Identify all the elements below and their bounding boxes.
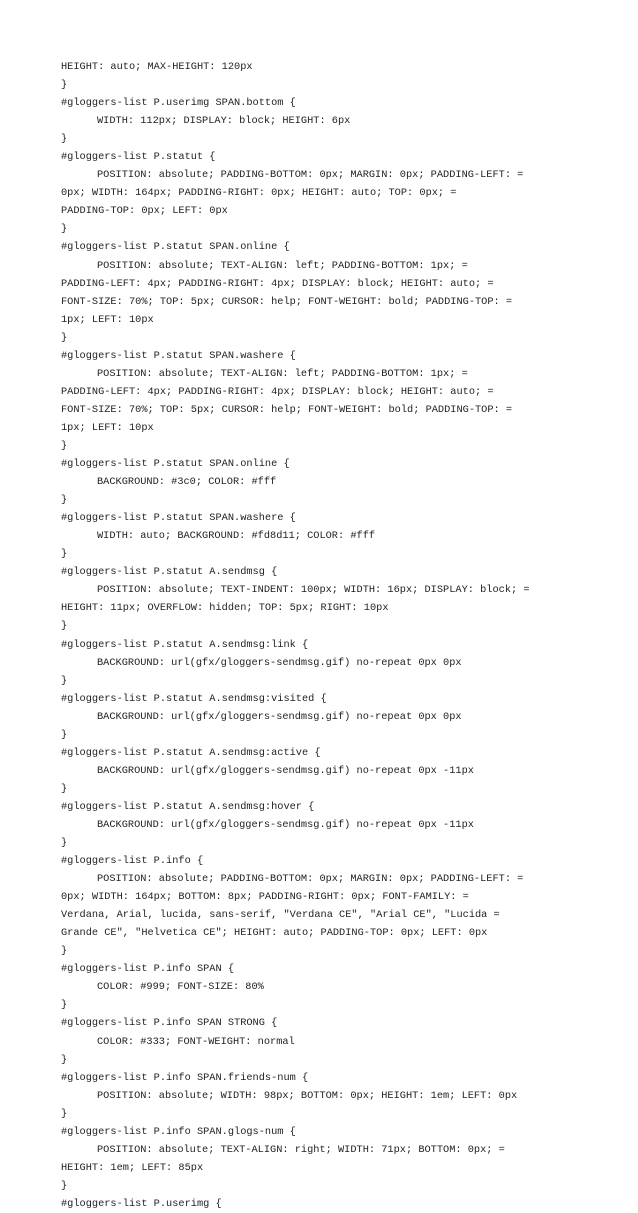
code-line: #gloggers-list P.statut A.sendmsg:active { bbox=[61, 746, 321, 759]
code-line: #gloggers-list P.statut { bbox=[61, 151, 216, 164]
code-line: } bbox=[61, 782, 68, 795]
code-line: POSITION: absolute; TEXT-ALIGN: left; PADDING-BOTTOM: 1px; = bbox=[97, 367, 468, 380]
code-line: } bbox=[61, 548, 68, 561]
code-line: #gloggers-list P.userimg { bbox=[61, 1197, 222, 1210]
code-line: #gloggers-list P.statut A.sendmsg:hover { bbox=[61, 800, 315, 813]
code-line: POSITION: absolute; TEXT-ALIGN: right; WIDTH: 71px; BOTTOM: 0px; = bbox=[97, 1143, 505, 1156]
code-line: #gloggers-list P.userimg SPAN.bottom { bbox=[61, 97, 296, 110]
code-line: POSITION: absolute; PADDING-BOTTOM: 0px; MARGIN: 0px; PADDING-LEFT: = bbox=[97, 873, 524, 886]
code-line: #gloggers-list P.info SPAN STRONG { bbox=[61, 1017, 278, 1030]
code-line: WIDTH: auto; BACKGROUND: #fd8d11; COLOR: #fff bbox=[97, 530, 376, 543]
code-line: PADDING-LEFT: 4px; PADDING-RIGHT: 4px; DISPLAY: block; HEIGHT: auto; = bbox=[61, 385, 494, 398]
code-line: #gloggers-list P.statut SPAN.washere { bbox=[61, 349, 296, 362]
code-line: 0px; WIDTH: 164px; BOTTOM: 8px; PADDING-RIGHT: 0px; FONT-FAMILY: = bbox=[61, 891, 469, 904]
code-line: #gloggers-list P.info { bbox=[61, 855, 204, 868]
code-line: PADDING-LEFT: 4px; PADDING-RIGHT: 4px; DISPLAY: block; HEIGHT: auto; = bbox=[61, 277, 494, 290]
code-line: BACKGROUND: #3c0; COLOR: #fff bbox=[97, 476, 277, 489]
code-line: #gloggers-list P.statut SPAN.online { bbox=[61, 241, 290, 254]
code-line: FONT-SIZE: 70%; TOP: 5px; CURSOR: help; FONT-WEIGHT: bold; PADDING-TOP: = bbox=[61, 295, 513, 308]
code-line: #gloggers-list P.statut A.sendmsg:visited { bbox=[61, 692, 327, 705]
code-line: #gloggers-list P.info SPAN.glogs-num { bbox=[61, 1125, 296, 1138]
code-line: } bbox=[61, 79, 68, 92]
code-line: #gloggers-list P.statut SPAN.online { bbox=[61, 458, 290, 471]
code-line: COLOR: #999; FONT-SIZE: 80% bbox=[97, 981, 264, 994]
code-line: } bbox=[61, 1179, 68, 1192]
code-line: } bbox=[61, 1107, 68, 1120]
code-line: } bbox=[61, 223, 68, 236]
css-source-listing bbox=[61, 58, 621, 1213]
code-line: Verdana, Arial, lucida, sans-serif, "Verdana CE", "Arial CE", "Lucida = bbox=[61, 909, 500, 922]
code-line: } bbox=[61, 999, 68, 1012]
code-line: #gloggers-list P.info SPAN.friends-num { bbox=[61, 1071, 309, 1084]
code-line: } bbox=[61, 133, 68, 146]
code-line: Grande CE", "Helvetica CE"; HEIGHT: auto; PADDING-TOP: 0px; LEFT: 0px bbox=[61, 927, 488, 940]
code-line: #gloggers-list P.statut A.sendmsg { bbox=[61, 566, 278, 579]
code-line: #gloggers-list P.statut A.sendmsg:link { bbox=[61, 638, 309, 651]
code-line: 1px; LEFT: 10px bbox=[61, 421, 154, 434]
code-line: BACKGROUND: url(gfx/gloggers-sendmsg.gif) no-repeat 0px -11px bbox=[97, 764, 474, 777]
code-line: #gloggers-list P.statut SPAN.washere { bbox=[61, 512, 296, 525]
code-line: } bbox=[61, 837, 68, 850]
code-line: POSITION: absolute; WIDTH: 98px; BOTTOM: 0px; HEIGHT: 1em; LEFT: 0px bbox=[97, 1089, 518, 1102]
code-line: } bbox=[61, 439, 68, 452]
code-line: } bbox=[61, 945, 68, 958]
code-line: BACKGROUND: url(gfx/gloggers-sendmsg.gif) no-repeat 0px 0px bbox=[97, 656, 462, 669]
code-line: HEIGHT: 11px; OVERFLOW: hidden; TOP: 5px; RIGHT: 10px bbox=[61, 602, 389, 615]
code-line: HEIGHT: auto; MAX-HEIGHT: 120px bbox=[61, 61, 253, 73]
code-line: } bbox=[61, 620, 68, 633]
code-line: } bbox=[61, 494, 68, 507]
code-line: FONT-SIZE: 70%; TOP: 5px; CURSOR: help; FONT-WEIGHT: bold; PADDING-TOP: = bbox=[61, 403, 513, 416]
code-line: } bbox=[61, 1053, 68, 1066]
code-line: PADDING-TOP: 0px; LEFT: 0px bbox=[61, 205, 228, 218]
code-line: } bbox=[61, 674, 68, 687]
code-line: POSITION: absolute; PADDING-BOTTOM: 0px; MARGIN: 0px; PADDING-LEFT: = bbox=[97, 169, 524, 182]
code-line: POSITION: absolute; TEXT-INDENT: 100px; WIDTH: 16px; DISPLAY: block; = bbox=[97, 584, 530, 597]
code-line: COLOR: #333; FONT-WEIGHT: normal bbox=[97, 1035, 295, 1048]
code-line: POSITION: absolute; TEXT-ALIGN: left; PADDING-BOTTOM: 1px; = bbox=[97, 259, 468, 272]
code-line: BACKGROUND: url(gfx/gloggers-sendmsg.gif) no-repeat 0px -11px bbox=[97, 818, 474, 831]
code-line: } bbox=[61, 728, 68, 741]
code-line: 1px; LEFT: 10px bbox=[61, 313, 154, 326]
code-line: 0px; WIDTH: 164px; PADDING-RIGHT: 0px; HEIGHT: auto; TOP: 0px; = bbox=[61, 187, 457, 200]
code-line: HEIGHT: 1em; LEFT: 85px bbox=[61, 1161, 204, 1174]
code-line: BACKGROUND: url(gfx/gloggers-sendmsg.gif) no-repeat 0px 0px bbox=[97, 710, 462, 723]
code-line: WIDTH: 112px; DISPLAY: block; HEIGHT: 6px bbox=[97, 115, 351, 128]
code-line: #gloggers-list P.info SPAN { bbox=[61, 963, 235, 976]
code-line: } bbox=[61, 331, 68, 344]
